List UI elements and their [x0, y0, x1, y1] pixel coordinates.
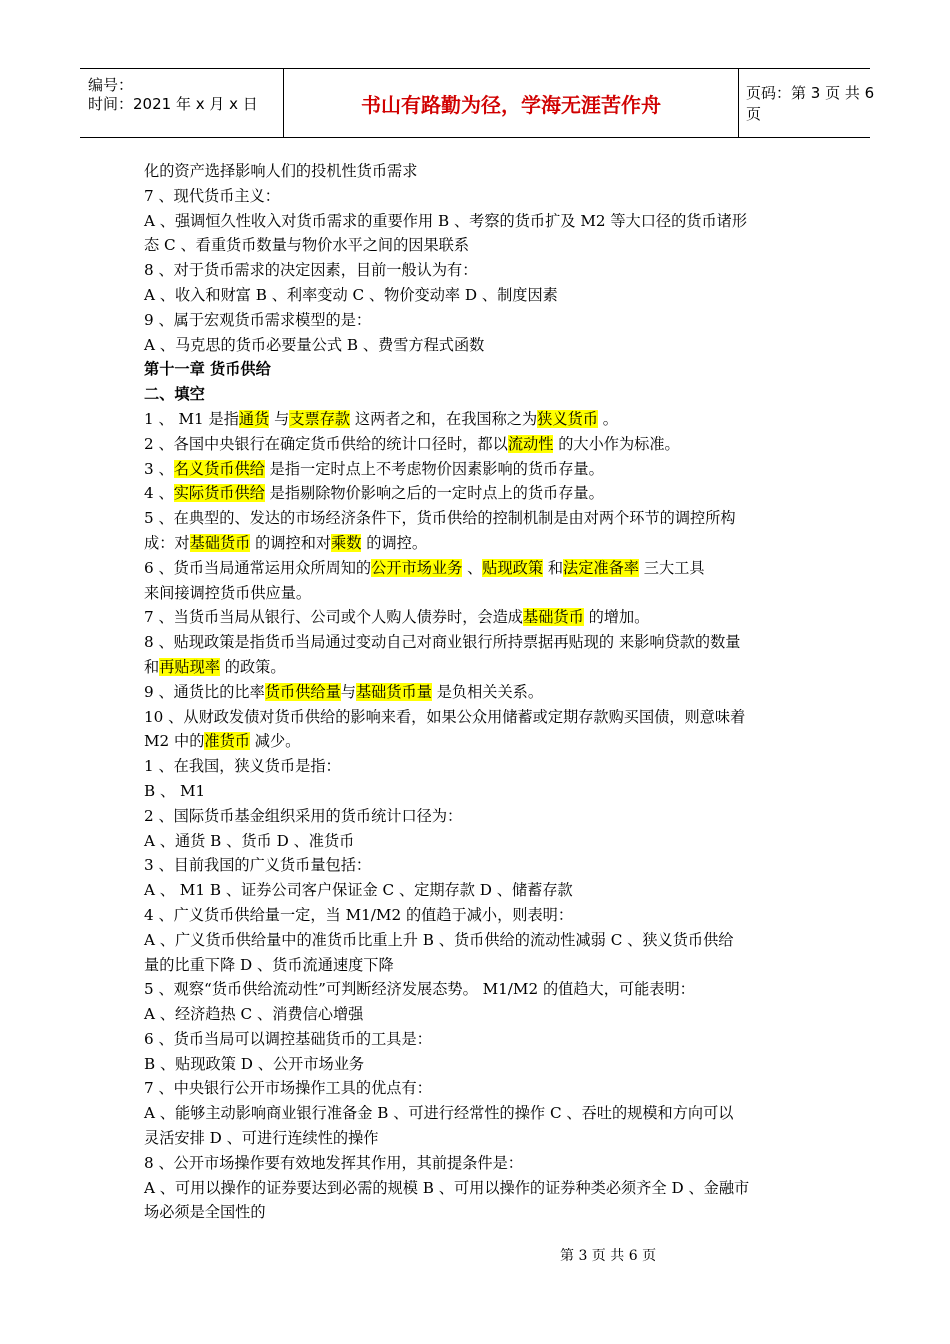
options: 场必须是全国性的 [144, 1203, 266, 1222]
answer-highlight: 实际货币供给 [173, 484, 265, 503]
header-meta [80, 69, 283, 137]
page-footer: 第 3 页 共 6 页 [560, 1248, 657, 1264]
options: A 、 M1 B 、证券公司客户保证金 C 、定期存款 D 、储蓄存款 [144, 881, 573, 900]
section-heading: 二、填空 [144, 385, 205, 404]
chapter-heading: 第十一章 货币供给 [144, 360, 271, 379]
answer-highlight: 再贴现率 [159, 657, 220, 676]
fill-blank: 9 、通货比的比率货币供给量与基础货币量 是负相关关系。 [144, 682, 544, 701]
fill-blank: 4 、实际货币供给 是指剔除物价影响之后的一定时点上的货币存量。 [144, 484, 604, 503]
header-page-info: 页码：第 3 页 共 6 页 [746, 84, 875, 123]
question: 1 、在我国，狭义货币是指： [144, 757, 341, 776]
options: A 、经济趋热 C 、消费信心增强 [144, 1005, 364, 1024]
options: 态 C 、看重货币数量与物价水平之间的因果联系 [144, 236, 470, 255]
options: 灵活安排 D 、可进行连续性的操作 [144, 1129, 379, 1148]
options: B 、 M1 [144, 781, 206, 800]
fill-blank: 10 、从财政发债对货币供给的影响来看，如果公众用储蓄或定期存款购买国债，则意味着 [144, 707, 746, 726]
answer-highlight: 基础货币 [189, 533, 251, 552]
fill-blank: 6 、货币当局通常运用众所周知的公开市场业务 、贴现政策 和法定准备率 三大工具 [144, 558, 705, 577]
answer-highlight: 基础货币 [523, 608, 584, 627]
header-motto: 书山有路勤为径，学海无涯苦作舟 [283, 69, 739, 137]
options: 量的比重下降 D 、货币流通速度下降 [144, 955, 394, 974]
options: A 、可用以操作的证券要达到必需的规模 B 、可用以操作的证券种类必须齐全 D 、金融市 [144, 1178, 750, 1197]
question: 6 、货币当局可以调控基础货币的工具是： [144, 1029, 432, 1048]
fill-blank: 和再贴现率 的政策。 [144, 657, 286, 676]
question: 3 、目前我国的广义货币量包括： [144, 856, 372, 875]
fill-blank: 5 、在典型的、发达的市场经济条件下，货币供给的控制机制是由对两个环节的调控所构 [144, 509, 736, 528]
answer-highlight: 流动性 [507, 434, 554, 453]
fill-blank: 成：对基础货币 的调控和对乘数 的调控。 [144, 533, 428, 552]
options: A 、通货 B 、货币 D 、准货币 [144, 831, 355, 850]
answer-highlight: 贴现政策 [482, 558, 544, 577]
question: 7 、中央银行公开市场操作工具的优点有： [144, 1079, 432, 1098]
options: A 、马克思的货币必要量公式 B 、费雪方程式函数 [144, 335, 485, 354]
question: 4 、广义货币供给量一定，当 M1/M2 的值趋于减小，则表明： [144, 905, 574, 924]
fill-blank: 来间接调控货币供应量。 [144, 583, 312, 602]
answer-highlight: 货币供给量 [264, 682, 341, 701]
options: A 、收入和财富 B 、利率变动 C 、物价变动率 D 、制度因素 [144, 285, 558, 304]
answer-highlight: 基础货币量 [355, 682, 432, 701]
options: B 、贴现政策 D 、公开市场业务 [144, 1054, 365, 1073]
options: A 、能够主动影响商业银行准备金 B 、可进行经常性的操作 C 、吞吐的规模和方向可以 [144, 1104, 734, 1123]
document-number: 编号： [88, 76, 134, 94]
fill-blank: 3 、名义货币供给 是指一定时点上不考虑物价因素影响的货币存量。 [144, 459, 604, 478]
question: 8 、对于货币需求的决定因素，目前一般认为有： [144, 261, 478, 280]
answer-highlight: 准货币 [204, 732, 250, 751]
fill-blank: M2 中的准货币 减少。 [144, 732, 301, 751]
question: 7 、现代货币主义： [144, 186, 280, 205]
answer-highlight: 法定准备率 [563, 558, 639, 577]
question: 9 、属于宏观货币需求模型的是： [144, 310, 372, 329]
answer-highlight: 支票存款 [289, 409, 351, 428]
page-header [80, 68, 875, 138]
fill-blank: 8 、贴现政策是指货币当局通过变动自己对商业银行所持票据再贴现的 来影响贷款的数量 [144, 633, 741, 652]
text-line: 化的资产选择影响人们的投机性货币需求 [144, 162, 418, 180]
answer-highlight: 公开市场业务 [371, 558, 463, 577]
question: 5 、观察“货币供给流动性”可判断经济发展态势。 M1/M2 的值趋大，可能表明： [144, 980, 695, 999]
answer-highlight: 通货 [238, 409, 270, 428]
fill-blank: 2 、各国中央银行在确定货币供给的统计口径时，都以流动性 的大小作为标准。 [144, 434, 680, 453]
question: 2 、国际货币基金组织采用的货币统计口径为： [144, 806, 463, 825]
document-date: 时间：2021 年 x 月 x 日 [88, 95, 258, 113]
answer-highlight: 乘数 [331, 533, 362, 552]
fill-blank: 1 、 M1 是指通货 与支票存款 这两者之和，在我国称之为狭义货币 。 [144, 409, 618, 428]
document-body [144, 159, 809, 1225]
question: 8 、公开市场操作要有效地发挥其作用，其前提条件是： [144, 1153, 523, 1172]
options: A 、强调恒久性收入对货币需求的重要作用 B 、考察的货币扩及 M2 等大口径的货币诸形 [144, 211, 748, 230]
options: A 、广义货币供给量中的准货币比重上升 B 、货币供给的流动性减弱 C 、狭义货币供给 [144, 930, 734, 949]
answer-highlight: 名义货币供给 [173, 459, 265, 478]
fill-blank: 7 、当货币当局从银行、公司或个人购人债券时，会造成基础货币 的增加。 [144, 608, 650, 627]
answer-highlight: 狭义货币 [537, 409, 598, 428]
